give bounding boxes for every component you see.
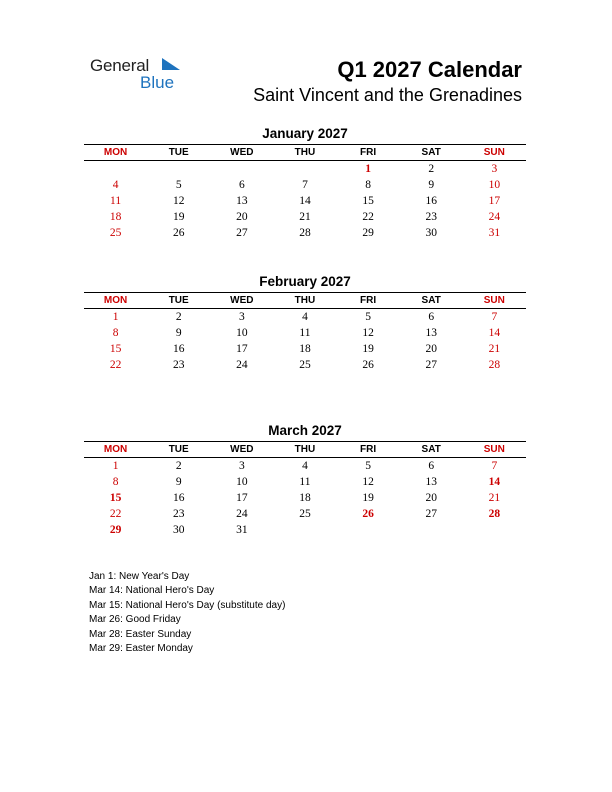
- day-cell: 19: [362, 343, 374, 355]
- holiday-item: Jan 1: New Year's Day: [89, 571, 190, 582]
- logo-flag-icon: [162, 58, 180, 70]
- weekday-label: TUE: [168, 444, 189, 455]
- day-cell: 10: [488, 179, 501, 191]
- week-row: [84, 458, 526, 474]
- day-cell: 14: [488, 327, 501, 339]
- weekday-label: SAT: [421, 147, 441, 158]
- weekday-label: TUE: [168, 295, 189, 306]
- day-cell: 28: [299, 227, 311, 239]
- day-cell: 26: [362, 359, 374, 371]
- day-cell: 1: [112, 311, 119, 323]
- week-row: [84, 225, 526, 241]
- weekday-header: [84, 441, 526, 458]
- day-cell: 13: [425, 476, 437, 488]
- month-february: [84, 272, 526, 373]
- day-cell: 14: [299, 195, 311, 207]
- day-cell: 11: [299, 476, 311, 488]
- week-row: [84, 357, 526, 373]
- day-cell: 2: [175, 460, 182, 472]
- day-cell: 12: [172, 195, 185, 207]
- day-cell: 18: [299, 343, 311, 355]
- day-cell: 2: [175, 311, 182, 323]
- day-cell: 22: [362, 211, 374, 223]
- weekday-label: WED: [230, 444, 254, 455]
- weekday-label: FRI: [360, 147, 377, 158]
- day-cell: 4: [302, 311, 308, 323]
- day-cell: 13: [425, 327, 437, 339]
- day-cell: 5: [365, 311, 371, 323]
- week-row: [84, 506, 526, 522]
- week-row: [84, 522, 526, 538]
- holiday-item: Mar 26: Good Friday: [89, 614, 181, 626]
- day-cell: [210, 161, 273, 177]
- day-cell: 5: [175, 179, 182, 191]
- weekday-header: [84, 144, 526, 161]
- weekday-label: FRI: [360, 295, 377, 306]
- day-cell: 28: [488, 508, 501, 520]
- weekday-label: SUN: [483, 295, 505, 306]
- week-row: [84, 325, 526, 341]
- weekday-label: MON: [103, 295, 128, 306]
- day-cell: 30: [425, 227, 437, 239]
- day-cell: 1: [112, 460, 119, 472]
- weekday-label: SAT: [421, 444, 441, 455]
- month-march: [84, 421, 526, 538]
- day-cell: 9: [428, 179, 435, 191]
- day-cell: 28: [488, 359, 501, 371]
- day-cell: 7: [491, 311, 498, 323]
- day-cell: 19: [362, 492, 374, 504]
- day-cell: 12: [362, 476, 374, 488]
- holiday-item: Mar 14: National Hero's Day: [89, 585, 215, 597]
- day-cell: 18: [109, 211, 122, 223]
- month-name: January 2027: [262, 126, 348, 141]
- day-cell: 12: [362, 327, 374, 339]
- day-cell: 15: [109, 492, 122, 504]
- weekday-label: WED: [230, 295, 254, 306]
- holiday-item: Mar 28: Easter Sunday: [89, 628, 192, 640]
- day-cell: 7: [491, 460, 498, 472]
- day-cell: 3: [491, 163, 498, 175]
- day-cell: 20: [425, 492, 437, 504]
- month-name: February 2027: [259, 274, 351, 289]
- day-cell: 3: [238, 460, 245, 472]
- day-cell: 6: [428, 460, 435, 472]
- day-cell: 16: [172, 343, 185, 355]
- day-cell: 19: [172, 211, 185, 223]
- day-cell: [147, 161, 210, 177]
- day-cell: 27: [236, 227, 248, 239]
- week-row: [84, 177, 526, 193]
- day-cell: [273, 161, 336, 177]
- day-cell: 31: [236, 524, 248, 536]
- day-cell: 21: [488, 343, 501, 355]
- day-cell: 29: [109, 524, 122, 536]
- day-cell: [337, 522, 400, 538]
- weekday-label: MON: [103, 444, 128, 455]
- day-cell: 24: [488, 211, 501, 223]
- logo: [90, 56, 190, 96]
- weekday-label: FRI: [360, 444, 377, 455]
- weekday-label: SUN: [483, 147, 505, 158]
- weekday-label: THU: [294, 147, 316, 158]
- day-cell: 23: [172, 359, 185, 371]
- day-cell: 14: [488, 476, 501, 488]
- holiday-list: [89, 570, 285, 656]
- week-row: [84, 209, 526, 225]
- day-cell: 17: [488, 195, 501, 207]
- day-cell: 10: [236, 327, 248, 339]
- weekday-label: WED: [230, 147, 254, 158]
- day-cell: 6: [428, 311, 435, 323]
- day-cell: 5: [365, 460, 371, 472]
- day-cell: 10: [236, 476, 248, 488]
- logo-blue-text: Blue: [140, 73, 175, 92]
- weekday-header: [84, 292, 526, 309]
- holiday-item: Mar 15: National Hero's Day (substitute day): [89, 599, 286, 611]
- day-cell: [84, 161, 147, 177]
- day-cell: [273, 522, 336, 538]
- weekday-label: THU: [294, 295, 316, 306]
- logo-general-text: General: [90, 56, 150, 75]
- day-cell: 21: [299, 211, 311, 223]
- day-cell: 16: [425, 195, 437, 207]
- day-cell: 1: [365, 163, 371, 175]
- weekday-label: SUN: [483, 444, 505, 455]
- day-cell: 13: [236, 195, 248, 207]
- day-cell: 21: [488, 492, 501, 504]
- day-cell: 4: [112, 179, 119, 191]
- day-cell: 3: [238, 311, 245, 323]
- day-cell: 20: [236, 211, 248, 223]
- day-cell: 8: [365, 179, 371, 191]
- day-cell: 22: [109, 359, 122, 371]
- page-subtitle: Saint Vincent and the Grenadines: [253, 85, 522, 105]
- day-cell: 11: [299, 327, 311, 339]
- day-cell: 9: [175, 327, 182, 339]
- day-cell: 25: [109, 227, 122, 239]
- day-cell: 24: [236, 508, 248, 520]
- week-row: [84, 161, 526, 177]
- weekday-label: SAT: [421, 295, 441, 306]
- day-cell: 29: [362, 227, 374, 239]
- day-cell: 8: [112, 327, 119, 339]
- weekday-label: TUE: [168, 147, 189, 158]
- week-row: [84, 193, 526, 209]
- day-cell: 27: [425, 508, 437, 520]
- month-name: March 2027: [268, 423, 342, 438]
- day-cell: 30: [172, 524, 185, 536]
- day-cell: 20: [425, 343, 437, 355]
- day-cell: 27: [425, 359, 437, 371]
- day-cell: [400, 522, 463, 538]
- day-cell: 26: [362, 508, 374, 520]
- weekday-label: THU: [294, 444, 316, 455]
- day-cell: 25: [299, 359, 311, 371]
- day-cell: 9: [175, 476, 182, 488]
- day-cell: 22: [109, 508, 122, 520]
- week-row: [84, 490, 526, 506]
- day-cell: 7: [302, 179, 308, 191]
- day-cell: 11: [110, 195, 122, 207]
- week-row: [84, 474, 526, 490]
- day-cell: 17: [236, 343, 248, 355]
- day-cell: 23: [425, 211, 437, 223]
- day-cell: 26: [172, 227, 185, 239]
- holiday-item: Mar 29: Easter Monday: [89, 643, 193, 655]
- day-cell: 18: [299, 492, 311, 504]
- day-cell: [463, 522, 526, 538]
- day-cell: 8: [112, 476, 119, 488]
- day-cell: 15: [362, 195, 374, 207]
- day-cell: 2: [428, 163, 435, 175]
- weekday-label: MON: [103, 147, 128, 158]
- month-january: [84, 124, 526, 241]
- day-cell: 16: [172, 492, 185, 504]
- week-row: [84, 309, 526, 325]
- day-cell: 23: [172, 508, 185, 520]
- day-cell: 17: [236, 492, 248, 504]
- day-cell: 15: [109, 343, 122, 355]
- day-cell: 4: [302, 460, 308, 472]
- day-cell: 6: [238, 179, 245, 191]
- week-row: [84, 341, 526, 357]
- day-cell: 25: [299, 508, 311, 520]
- day-cell: 24: [236, 359, 248, 371]
- day-cell: 31: [488, 227, 501, 239]
- page-title: Q1 2027 Calendar: [337, 57, 522, 82]
